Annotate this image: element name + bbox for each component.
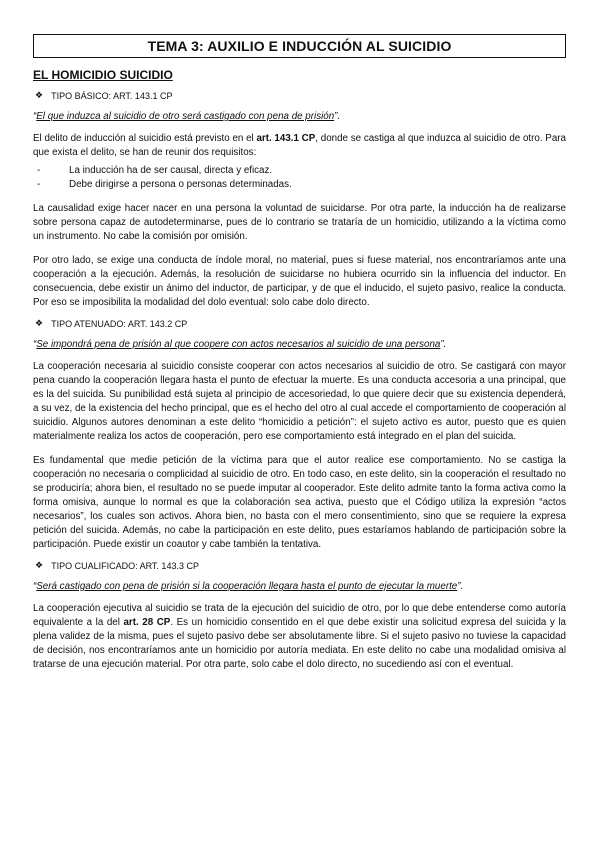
article-ref-143-1: art. 143.1 CP	[256, 133, 316, 144]
paragraph-qualified-1	[33, 602, 566, 672]
subheading-qualified-text: TIPO CUALIFICADO: ART. 143.3 CP	[51, 560, 199, 571]
diamond-bullet-icon: ❖	[35, 90, 44, 100]
paragraph-basic-3: Por otro lado, se exige una conducta de índole moral, no material, pues si fuese material, nos encontraríamos ante una cooperación a la ejecución. Además, la resolución de suicidarse no hubiera ocurrido sin la influencia del inductor. En consecuencia, debe existir un ánimo del inductor, de participar, y de que el inducido, el sujeto pasivo, realice la conducta. Por eso se imposibilita la modalidad del dolo eventual: solo cabe dolo directo.	[33, 255, 566, 308]
diamond-bullet-icon: ❖	[35, 318, 44, 328]
paragraph-attenuated-1: La cooperación necesaria al suicidio consiste cooperar con actos necesarios al suicidio de otro. Se castigará con mayor pena cuando la cooperación llegara hasta el punto de efectuar la muerte. Es una conducta accesoria a una principal, que es la del suicida. Su punibilidad está sujeta al principio de accesoriedad, lo que quiere decir que su existencia dependerá, a su vez, de la existencia del hecho principal, que es el hecho del otro al cual accede el comportamiento de cooperación al suicidio. Algunos autores denominan a este delito “homicidio a petición”: el sujeto activo es autor, puesto que es quien materialmente realiza los actos de cooperación, pero ese comportamiento está integrado en el plan del suicida.	[33, 361, 566, 442]
quote-attenuated-end: .	[443, 339, 447, 350]
dash-marker: -	[37, 165, 41, 176]
requirement-1: La inducción ha de ser causal, directa y eficaz.	[69, 165, 273, 176]
document-page	[33, 34, 566, 672]
paragraph-basic-1-a: El delito de inducción al suicidio está previsto en el	[33, 133, 257, 144]
subheading-attenuated	[33, 318, 566, 329]
subheading-qualified	[33, 560, 566, 571]
quote-attenuated-text: Se impondrá pena de prisión al que coopere con actos necesarios al suicidio de una persona	[36, 339, 441, 350]
section-heading: EL HOMICIDIO SUICIDIO	[33, 68, 173, 82]
list-item	[37, 164, 566, 178]
paragraph-basic-1	[33, 132, 566, 160]
subheading-attenuated-text: TIPO ATENUADO: ART. 143.2 CP	[51, 318, 188, 329]
dash-marker: -	[37, 179, 41, 190]
subheading-basic-text: TIPO BÁSICO: ART. 143.1 CP	[51, 90, 173, 101]
quote-basic-text: El que induzca al suicidio de otro será castigado con pena de prisión	[36, 111, 335, 122]
quote-basic-end: .	[337, 111, 341, 122]
paragraph-qualified-1-b: . Es un homicidio consentido en el que debe existir una solicitud expresa del suicida y la plena validez de la misma, pues el sujeto pasivo debe ser absolutamente libre. Si el sujeto pasivo no tuviese la capacidad de decisión, nos encontraríamos ante un homicidio por autoría mediata. En este delito no cabe una modalidad omisiva al tratarse de una ejecución material. Por otra parte, solo cabe el dolo directo, no sucediendo así con el eventual.	[33, 617, 566, 670]
requirement-2: Debe dirigirse a persona o personas determinadas.	[69, 179, 292, 190]
requirements-list	[33, 164, 566, 192]
quote-attenuated: “Se impondrá pena de prisión al que coopere con actos necesarios al suicidio de una persona”.	[33, 339, 447, 350]
diamond-bullet-icon: ❖	[35, 560, 44, 570]
title-text: TEMA 3: AUXILIO E INDUCCIÓN AL SUICIDIO	[147, 38, 452, 54]
paragraph-basic-1-b: , donde se castiga al que induzca al suicidio de otro. Para que exista el delito, se han de reunir dos requisitos:	[33, 133, 566, 158]
quote-qualified-end: .	[460, 581, 464, 592]
article-ref-28: art. 28 CP	[123, 617, 171, 628]
paragraph-basic-2: La causalidad exige hacer nacer en una persona la voluntad de suicidarse. Por otra parte, la inducción ha de realizarse sobre persona capaz de autodeterminarse, pues de lo contrario se trataría de un homicidio, utilizando a la víctima como un instrumento. No cabe la comisión por omisión.	[33, 203, 566, 242]
quote-qualified-text: Será castigado con pena de prisión si la cooperación llegara hasta el punto de ejecutar la muerte	[36, 581, 458, 592]
list-item	[37, 178, 566, 192]
document-title	[33, 34, 566, 58]
paragraph-attenuated-2: Es fundamental que medie petición de la víctima para que el autor realice ese comportamiento. No se castiga la cooperación no necesaria o complicidad al suicidio de otro. En todo caso, en este delito, sin la cooperación el resultado no se produciría; ahora bien, el resultado no se puede imputar al cooperador. Este delito admite tanto la forma activa como la forma omisiva, aunque lo normal es que la colaboración sea activa, puesto que el Código utiliza la expresión “actos necesarios”, los cuales son activos. Ahora bien, no basta con el mero consentimiento, sino que se requiere la expresa petición del suicida. Además, no cabe la participación en este delito, pues estaríamos hablando de participación sobre la participación. Puede existir un coautor y cabe también la tentativa.	[33, 455, 566, 550]
paragraph-qualified-1-a: La cooperación ejecutiva al suicidio se trata de la ejecución del suicidio de otro, por lo que debe entenderse como autoría equivalente a la del	[33, 603, 566, 628]
quote-qualified: “Será castigado con pena de prisión si la cooperación llegara hasta el punto de ejecutar la muerte”.	[33, 581, 464, 592]
quote-basic: “El que induzca al suicidio de otro será castigado con pena de prisión”.	[33, 111, 341, 122]
subheading-basic	[33, 90, 566, 101]
